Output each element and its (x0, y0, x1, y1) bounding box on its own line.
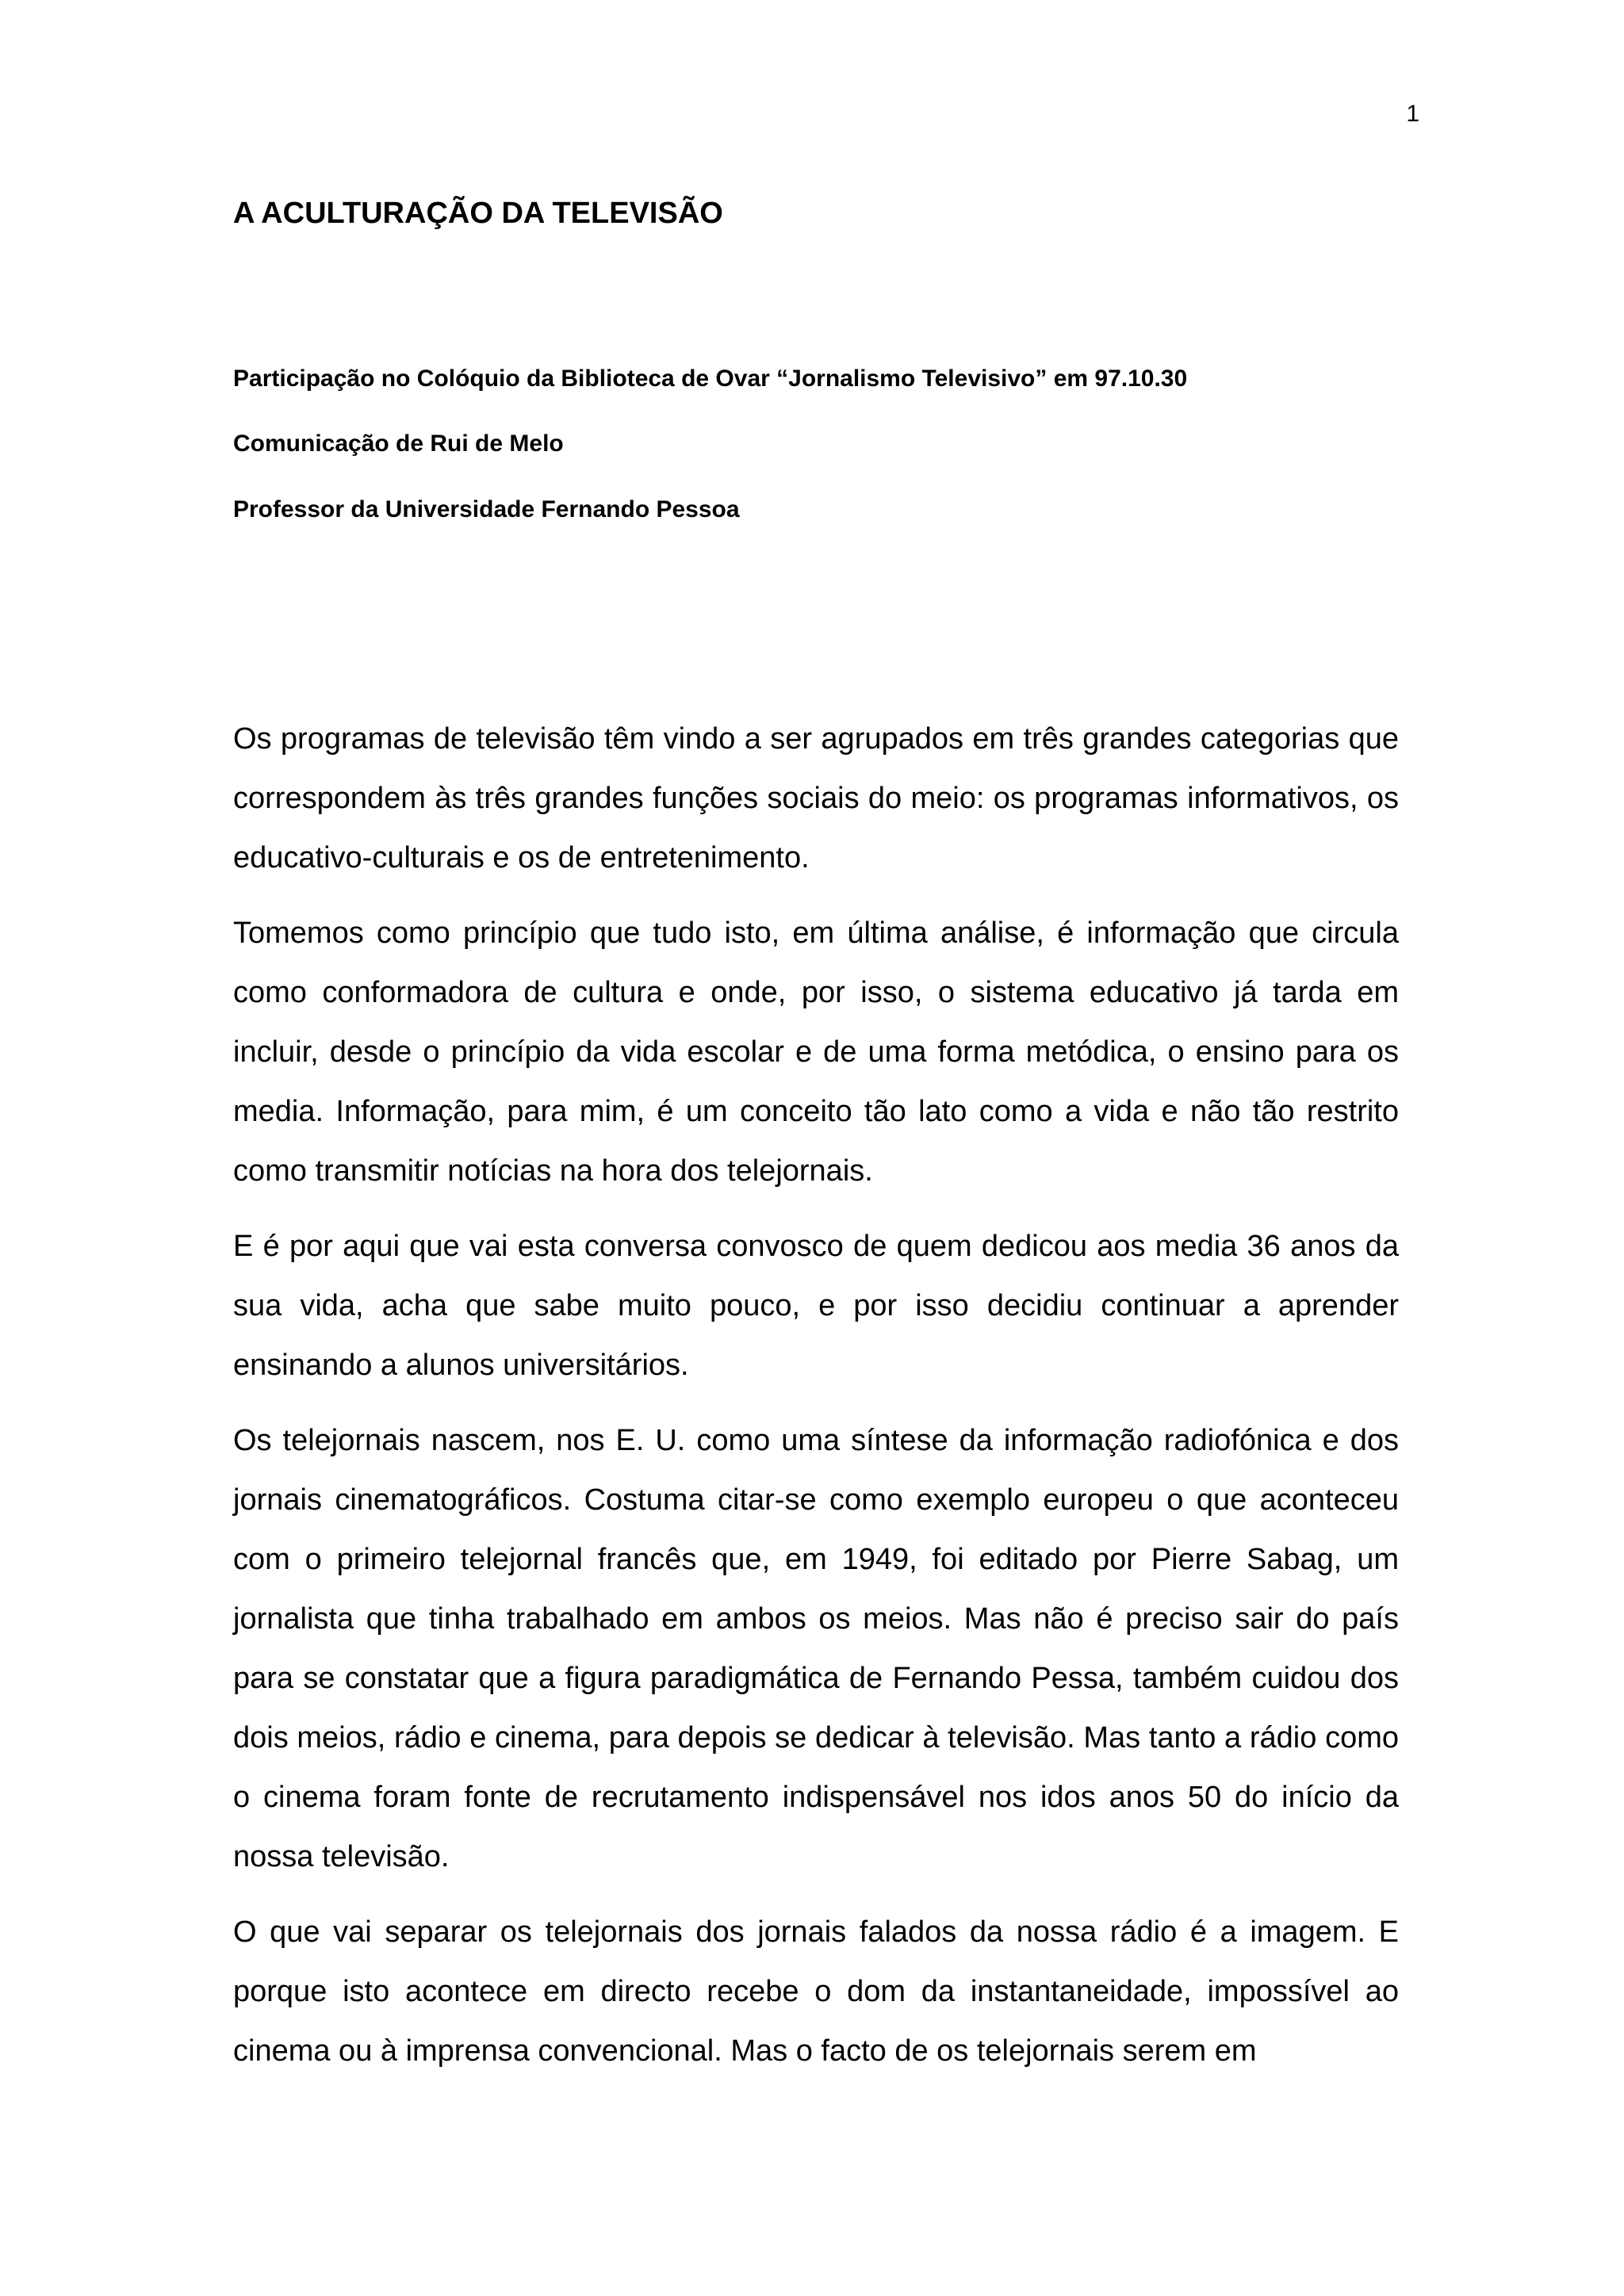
paragraph: Os telejornais nascem, nos E. U. como uma síntese da informação radiofónica e dos jornais cinematográficos. Costuma citar-se como exemplo europeu o que aconteceu com o primeiro telejornal francês que, em 1949, foi editado por Pierre Sabag, um jornalista que tinha trabalhado em ambos os meios. Mas não é preciso sair do país para se constatar que a figura paradigmática de Fernando Pessa, também cuidou dos dois meios, rádio e cinema, para depois se dedicar à televisão. Mas tanto a rádio como o cinema foram fonte de recrutamento indispensável nos idos anos 50 do início da nossa televisão. (233, 1424, 1399, 1873)
paragraph: Os programas de televisão têm vindo a ser agrupados em três grandes categorias que correspondem às três grandes funções sociais do meio: os programas informativos, os educativo-culturais e os de entretenimento. (233, 722, 1399, 874)
paragraph: E é por aqui que vai esta conversa convosco de quem dedicou aos media 36 anos da sua vida, acha que sabe muito pouco, e por isso decidiu continuar a aprender ensinando a alunos universitários. (233, 1230, 1399, 1382)
page-number: 1 (1406, 101, 1419, 127)
author-line: Comunicação de Rui de Melo (233, 430, 564, 457)
body-text (233, 710, 1399, 2097)
event-line: Participação no Colóquio da Biblioteca de Ovar “Jornalismo Televisivo” em 97.10.30 (233, 365, 1188, 392)
affiliation-line: Professor da Universidade Fernando Pessoa (233, 496, 740, 522)
paragraph: Tomemos como princípio que tudo isto, em última análise, é informação que circula como conformadora de cultura e onde, por isso, o sistema educativo já tarda em incluir, desde o princípio da vida escolar e de uma forma metódica, o ensino para os media. Informação, para mim, é um conceito tão lato como a vida e não tão restrito como transmitir notícias na hora dos telejornais. (233, 916, 1399, 1188)
document-title: A ACULTURAÇÃO DA TELEVISÃO (233, 197, 723, 230)
paragraph: O que vai separar os telejornais dos jornais falados da nossa rádio é a imagem. E porque isto acontece em directo recebe o dom da instantaneidade, impossível ao cinema ou à imprensa convencional. Mas o facto de os telejornais serem em (233, 1915, 1399, 2068)
